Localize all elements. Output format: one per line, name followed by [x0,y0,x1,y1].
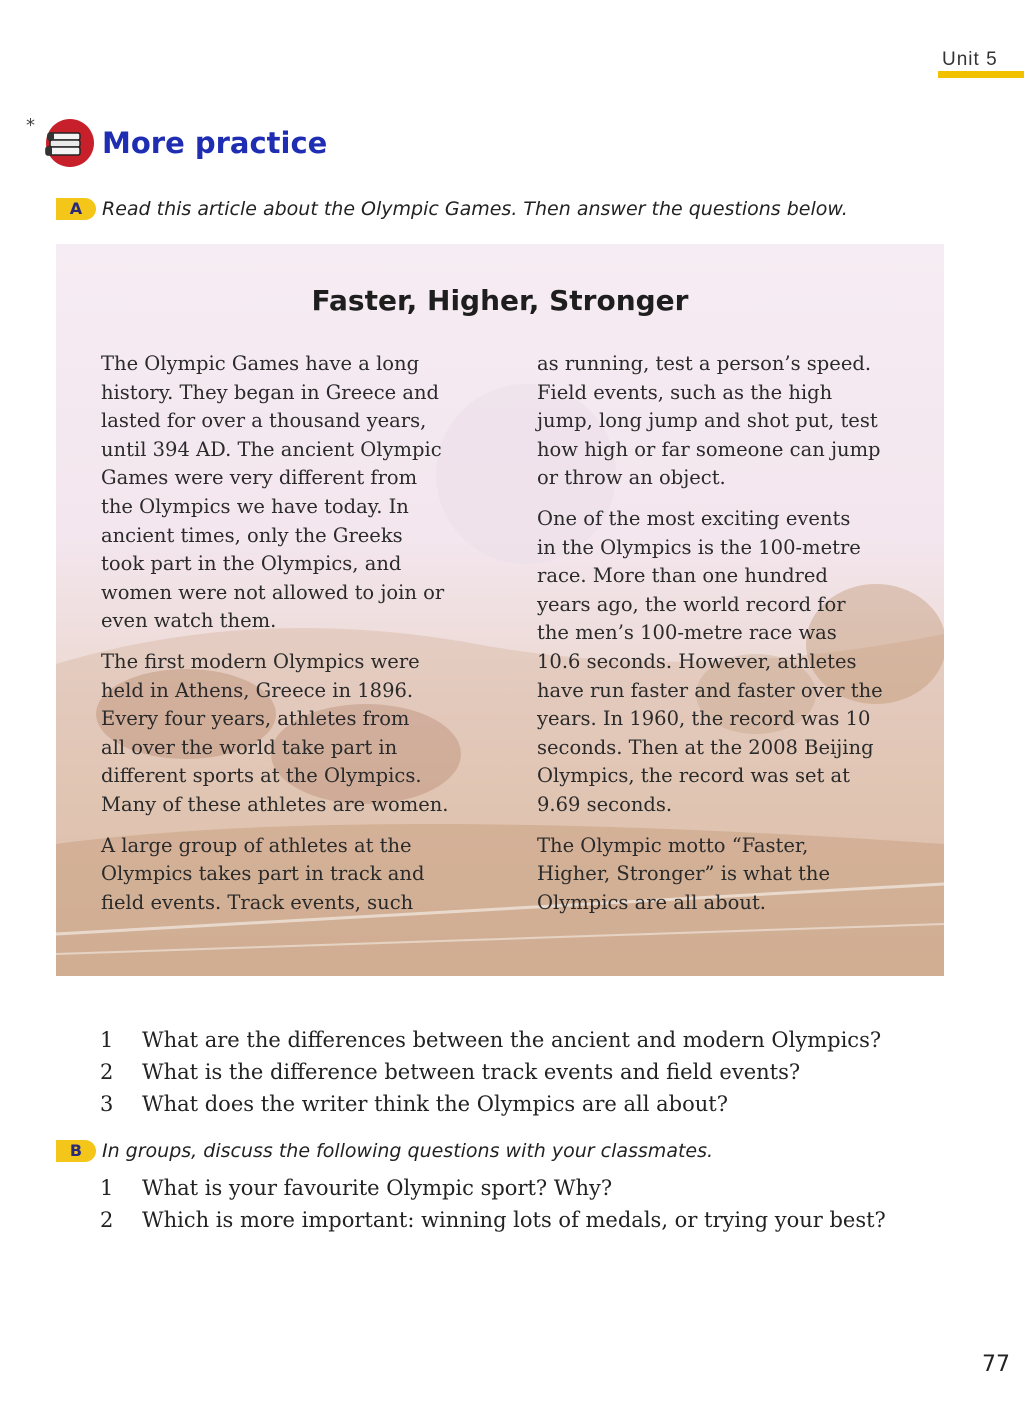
article-paragraph: One of the most exciting events in the Olympics is the 100-metre race. More than one hundred years ago, the world record for the men’s 100-metre race was 10.6 seconds. However, athletes have run faster and faster over the years. In 1960, the record was 10 seconds. Then at the 2008 Beijing Olympics, the record was set at 9.69 seconds. [537,506,883,816]
list-item [100,1024,980,1056]
question-text: What does the writer think the Olympics are all about? [142,1092,728,1116]
article-paragraph: The Olympic motto “Faster, Higher, Stronger” is what the Olympics are all about. [537,833,831,914]
question-number: 2 [100,1060,114,1084]
list-item [100,1056,980,1088]
instruction-a [56,198,848,220]
article-panel [56,244,944,976]
question-number: 1 [100,1176,114,1200]
list-item [100,1088,980,1120]
article-right-column [537,350,917,929]
list-item [100,1172,980,1204]
article-paragraph: The Olympic Games have a long history. They began in Greece and lasted for over a thousand years, until 394 AD. The ancient Olympic Games were very different from the Olympics we have today. In ancient times, only the Greeks took part in the Olympics, and women were not allowed to join or even watch them. [101,352,445,633]
article-paragraph: The first modern Olympics were held in Athens, Greece in 1896. Every four years, athletes from all over the world take part in different sports at the Olympics. Many of these athletes are women. [101,649,449,816]
instruction-a-text: Read this article about the Olympic Games. Then answer the questions below. [102,198,848,220]
questions-a-list [100,1024,980,1120]
section-title: More practice [102,126,328,160]
instruction-b-text: In groups, discuss the following questions with your classmates. [102,1140,714,1162]
badge-b: B [56,1140,96,1162]
question-number: 1 [100,1028,114,1052]
page-number: 77 [982,1352,1010,1377]
question-number: 2 [100,1208,114,1232]
article-title: Faster, Higher, Stronger [311,284,689,317]
question-text: What are the differences between the ancient and modern Olympics? [142,1028,882,1052]
question-text: What is your favourite Olympic sport? Why? [142,1176,613,1200]
badge-a: A [56,198,96,220]
article-left-column [101,350,486,929]
questions-b-list [100,1172,980,1236]
instruction-b [56,1140,713,1162]
article-paragraph: as running, test a person’s speed. Field events, such as the high jump, long jump and shot put, test how high or far someone can jump or throw an object. [537,352,881,490]
article-paragraph: A large group of athletes at the Olympics takes part in track and field events. Track events, such [101,833,425,914]
question-number: 3 [100,1092,114,1116]
question-text: Which is more important: winning lots of medals, or trying your best? [142,1208,886,1232]
question-text: What is the difference between track events and field events? [142,1060,801,1084]
asterisk-marker: * [26,115,35,136]
list-item [100,1204,980,1236]
books-icon [40,118,96,168]
unit-tab: Unit 5 [938,46,1024,78]
